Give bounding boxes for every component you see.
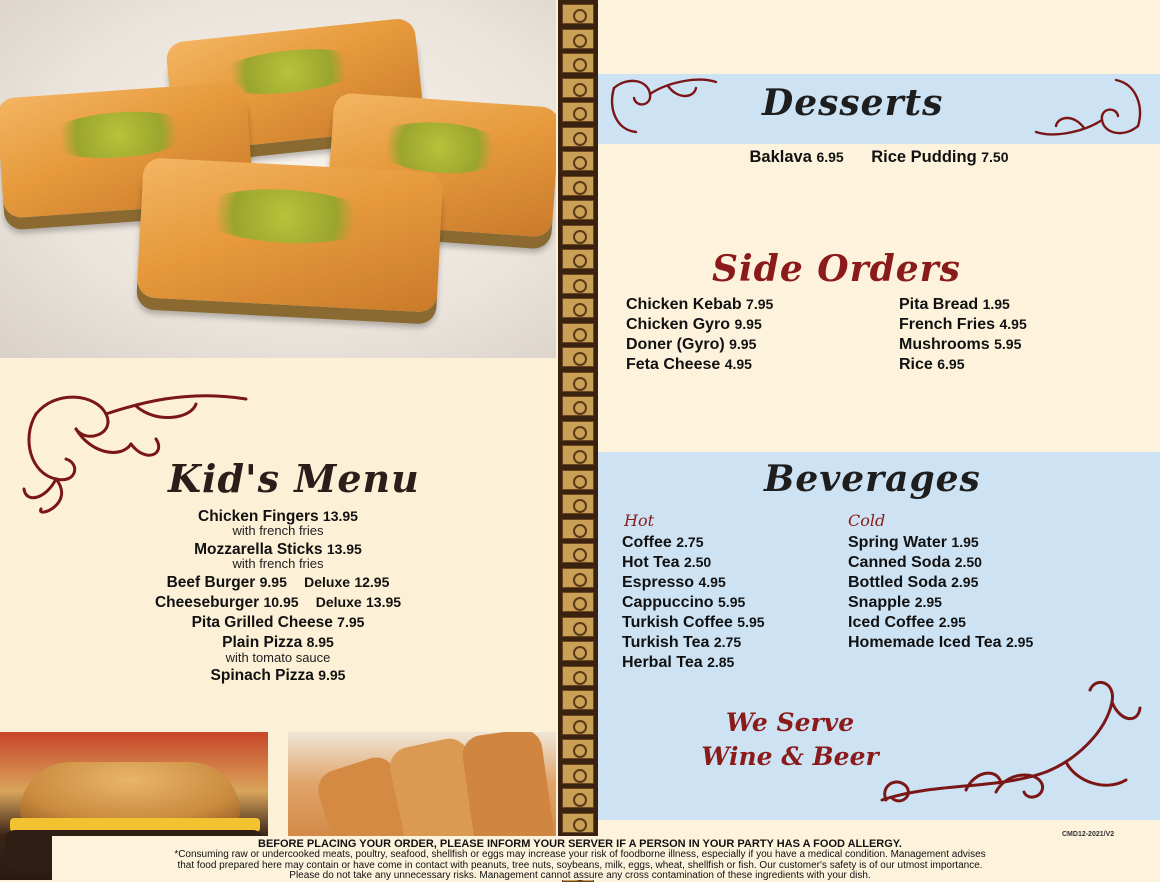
divider-tile xyxy=(562,396,594,416)
divider-tile xyxy=(562,176,594,196)
scroll-ornament-icon xyxy=(608,74,720,140)
divider-tile xyxy=(562,764,594,784)
beverages-title: Beverages xyxy=(764,458,981,500)
side-item: Pita Bread 1.95 xyxy=(899,296,1010,313)
hot-beverage-item: Coffee 2.75 xyxy=(622,534,704,551)
cold-beverage-item: Iced Coffee 2.95 xyxy=(848,614,966,631)
kids-item-price: 9.95 xyxy=(259,574,287,590)
divider-tile xyxy=(562,78,594,98)
divider-tile xyxy=(562,53,594,73)
hot-subheading: Hot xyxy=(624,511,655,530)
divider-tile xyxy=(562,470,594,490)
menu-code: CMD12-2021/V2 xyxy=(1062,831,1115,838)
hot-beverage-item: Hot Tea 2.50 xyxy=(622,554,712,571)
kids-item xyxy=(0,667,556,685)
divider-tile xyxy=(562,445,594,465)
side-item: Doner (Gyro) 9.95 xyxy=(626,336,757,353)
kids-item-price: 13.95 xyxy=(322,508,358,524)
hot-beverage-item: Turkish Tea 2.75 xyxy=(622,634,742,651)
kids-item-deluxe-price: 13.95 xyxy=(366,594,402,610)
kids-item xyxy=(0,594,556,612)
divider-tile xyxy=(562,200,594,220)
side-orders-title: Side Orders xyxy=(712,248,961,290)
divider-tile xyxy=(562,347,594,367)
kids-item-price: 7.95 xyxy=(337,614,365,630)
side-item: French Fries 4.95 xyxy=(899,316,1027,333)
cold-beverage-item: Canned Soda 2.50 xyxy=(848,554,982,571)
divider-tile xyxy=(562,421,594,441)
scroll-ornament-icon xyxy=(876,672,1148,814)
kids-item-price: 8.95 xyxy=(306,634,334,650)
divider-tile xyxy=(562,690,594,710)
dessert-item-price: 7.50 xyxy=(981,149,1009,165)
allergy-notice-body xyxy=(62,850,1098,882)
dessert-item-name: Baklava xyxy=(749,148,812,166)
kids-item-price: 10.95 xyxy=(263,594,299,610)
kids-item-name: Mozzarella Sticks xyxy=(194,541,323,558)
divider-tile xyxy=(562,274,594,294)
divider-tile xyxy=(562,249,594,269)
divider-tile xyxy=(562,617,594,637)
hot-beverage-item: Espresso 4.95 xyxy=(622,574,726,591)
kids-menu-title: Kid's Menu xyxy=(168,456,420,501)
divider-tile xyxy=(562,519,594,539)
divider-tile xyxy=(562,568,594,588)
allergy-line: Please do not take any unnecessary risks. Management cannot assure any cross contamination of these ingredients with your dish. xyxy=(289,870,871,881)
side-item: Chicken Kebab 7.95 xyxy=(626,296,774,313)
divider-tile xyxy=(562,739,594,759)
side-item: Rice 6.95 xyxy=(899,356,965,373)
baklava-piece xyxy=(137,157,444,313)
cold-subheading: Cold xyxy=(848,511,886,530)
wine-beer-callout xyxy=(700,706,880,774)
divider-tile xyxy=(562,298,594,318)
allergy-line: that food prepared here may contain or have come in contact with peanuts, tree nuts, soybeans, milk, eggs, wheat, shellfish or fish. Our customer's safety is of our utmost importance. xyxy=(177,859,983,871)
kids-item-name: Spinach Pizza xyxy=(210,667,314,684)
kids-item xyxy=(0,574,556,592)
kids-item-note: with tomato sauce xyxy=(225,650,331,665)
desserts-items xyxy=(598,148,1160,167)
divider-tile xyxy=(562,323,594,343)
divider-tile xyxy=(562,543,594,563)
divider-tile xyxy=(562,666,594,686)
side-item: Mushrooms 5.95 xyxy=(899,336,1022,353)
scroll-ornament-icon xyxy=(1032,74,1144,140)
divider-tile xyxy=(562,102,594,122)
kids-item-name: Plain Pizza xyxy=(222,634,303,651)
divider-tile xyxy=(562,151,594,171)
kids-item-deluxe-label: Deluxe xyxy=(315,594,362,610)
divider-tile xyxy=(562,715,594,735)
kids-item-deluxe-label: Deluxe xyxy=(304,574,351,590)
cold-beverage-item: Homemade Iced Tea 2.95 xyxy=(848,634,1034,651)
kids-item-note: with french fries xyxy=(232,556,324,571)
hot-beverage-item: Herbal Tea 2.85 xyxy=(622,654,735,671)
hot-beverage-item: Turkish Coffee 5.95 xyxy=(622,614,765,631)
divider-tile xyxy=(562,813,594,833)
dessert-item-name: Rice Pudding xyxy=(871,148,977,166)
divider-tile xyxy=(562,29,594,49)
divider-tile xyxy=(562,641,594,661)
divider-tile xyxy=(562,592,594,612)
side-item: Feta Cheese 4.95 xyxy=(626,356,752,373)
kids-item xyxy=(0,614,556,632)
kids-item-note: with french fries xyxy=(232,523,324,538)
baklava-photo xyxy=(0,0,556,358)
allergy-line: *Consuming raw or undercooked meats, poultry, seafood, shellfish or eggs may increase your risk of foodborne illness, especially if you have a medical condition. Management advises xyxy=(174,849,986,860)
allergy-notice-title: BEFORE PLACING YOUR ORDER, PLEASE INFORM YOUR SERVER IF A PERSON IN YOUR PARTY HAS A FOOD ALLERGY. xyxy=(258,838,902,850)
kids-item-price: 13.95 xyxy=(326,541,362,557)
kids-item-name: Cheeseburger xyxy=(154,594,260,611)
divider-tile xyxy=(562,4,594,24)
wine-line-2: Wine & Beer xyxy=(701,742,879,771)
cold-beverage-item: Spring Water 1.95 xyxy=(848,534,979,551)
cold-beverage-item: Bottled Soda 2.95 xyxy=(848,574,979,591)
divider-tile xyxy=(562,788,594,808)
divider-tile xyxy=(562,225,594,245)
side-item: Chicken Gyro 9.95 xyxy=(626,316,762,333)
kids-item-name: Chicken Fingers xyxy=(198,508,319,525)
divider-tile xyxy=(562,372,594,392)
dessert-item-price: 6.95 xyxy=(816,149,844,165)
kids-item-name: Beef Burger xyxy=(166,574,256,591)
kids-item-deluxe-price: 12.95 xyxy=(354,574,390,590)
divider-tile xyxy=(562,127,594,147)
divider-tile xyxy=(562,494,594,514)
kids-item-name: Pita Grilled Cheese xyxy=(191,614,333,631)
kids-item-price: 9.95 xyxy=(318,667,346,683)
decorative-divider xyxy=(558,0,598,880)
scroll-ornament-icon xyxy=(16,384,256,524)
cold-beverage-item: Snapple 2.95 xyxy=(848,594,942,611)
desserts-title: Desserts xyxy=(762,82,944,124)
wine-line-1: We Serve xyxy=(725,708,855,737)
hot-beverage-item: Cappuccino 5.95 xyxy=(622,594,746,611)
